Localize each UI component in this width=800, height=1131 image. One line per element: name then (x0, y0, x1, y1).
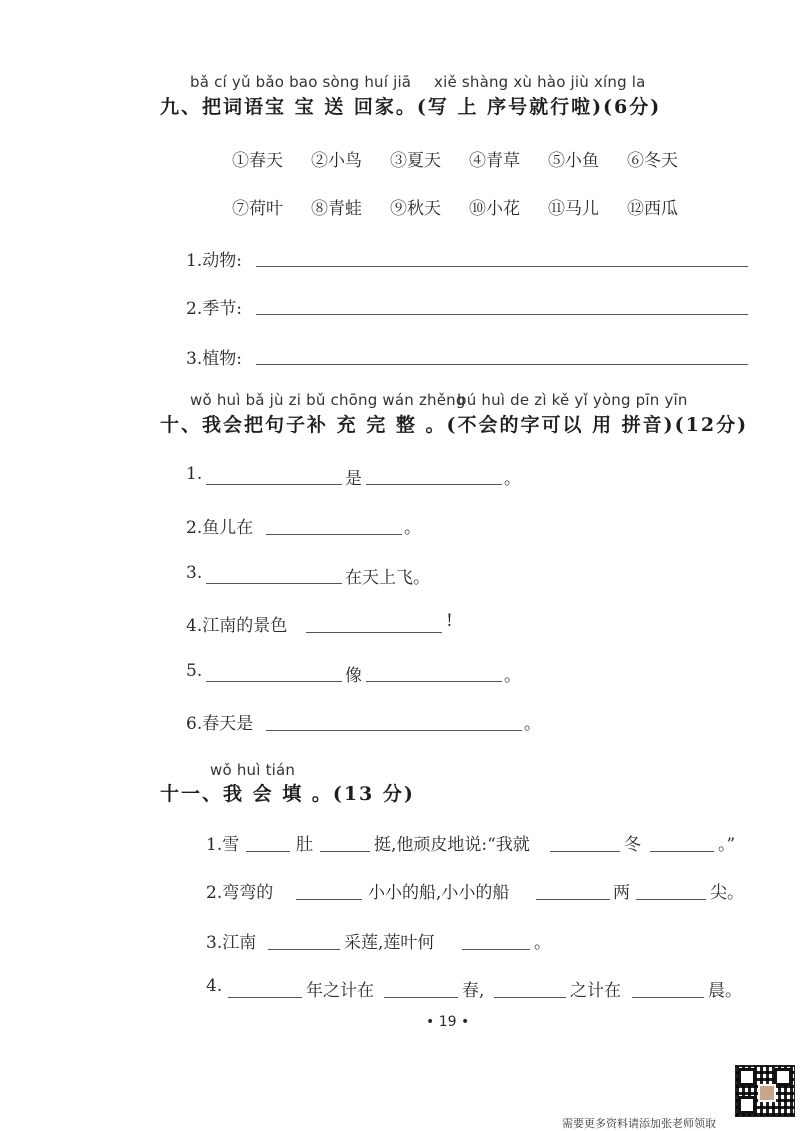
answer-line-seasons[interactable] (256, 314, 748, 315)
choice-item: ④青草 (469, 151, 520, 171)
fill-2-blank-1[interactable] (296, 899, 362, 900)
choice-item: ⑦荷叶 (232, 199, 283, 219)
fill-1-blank-4[interactable] (650, 851, 714, 852)
sentence-4-end: ! (446, 611, 453, 631)
section10-pinyin-a: wǒ huì bǎ jù zi bǔ chōng wán zhěng (190, 391, 466, 409)
answer-line-animals[interactable] (256, 266, 748, 267)
fill-1-blank-2[interactable] (320, 851, 370, 852)
section10-heading: 十、我会把句子补 充 完 整 。(不会的字可以 用 拼音)(12分) (160, 414, 749, 436)
fill-3-blank-2[interactable] (462, 949, 530, 950)
fill-4-blank-1[interactable] (228, 997, 302, 998)
fill-2-c: 两 (613, 883, 630, 903)
fill-1-blank-1[interactable] (246, 851, 290, 852)
sentence-5-blank-b[interactable] (366, 681, 502, 682)
sentence-4-blank[interactable] (306, 632, 442, 633)
sentence-2-end: 。 (404, 518, 421, 538)
sentence-3-num: 3. (186, 563, 203, 583)
sentence-5-num: 5. (186, 661, 203, 681)
sentence-5-mid: 像 (345, 666, 362, 686)
fill-4-blank-4[interactable] (632, 997, 704, 998)
sentence-6-end: 。 (524, 714, 541, 734)
qr-code-icon (735, 1065, 795, 1117)
section9-heading: 九、把词语宝 宝 送 回家。(写 上 序号就行啦)(6分) (160, 96, 662, 118)
fill-4-blank-2[interactable] (384, 997, 458, 998)
answer-line-plants[interactable] (256, 364, 748, 365)
fill-4-c: 春, (462, 981, 485, 1001)
sentence-4-start: 4.江南的景色 (186, 616, 288, 636)
choice-item: ①春天 (232, 151, 283, 171)
answer-label-plants: 3.植物: (186, 349, 242, 369)
fill-2-a: 2.弯弯的 (206, 883, 274, 903)
choice-item: ⑧青蛙 (311, 199, 362, 219)
sentence-5-blank-a[interactable] (206, 681, 342, 682)
fill-1-b: 肚 (296, 835, 313, 855)
page-number: • 19 • (426, 1014, 470, 1030)
sentence-5-end: 。 (504, 666, 521, 686)
sentence-2-start: 2.鱼儿在 (186, 518, 254, 538)
choice-item: ③夏天 (390, 151, 441, 171)
sentence-3-mid: 在天上飞。 (345, 568, 430, 588)
fill-1-c: 挺,他顽皮地说:“我就 (374, 835, 530, 855)
sentence-6-blank[interactable] (266, 730, 522, 731)
choice-item: ⑪马儿 (548, 199, 599, 219)
choice-item: ⑤小鱼 (548, 151, 599, 171)
section9-pinyin-b: xiě shàng xù hào jiù xíng la (434, 73, 646, 91)
section11-pinyin: wǒ huì tián (210, 761, 296, 779)
section9-pinyin-a: bǎ cí yǔ bǎo bao sòng huí jiā (190, 73, 412, 91)
fill-2-blank-3[interactable] (636, 899, 706, 900)
fill-2-d: 尖。 (710, 883, 744, 903)
sentence-1-mid: 是 (345, 469, 362, 489)
fill-1-d: 冬 (624, 835, 641, 855)
choice-item: ⑥冬天 (627, 151, 678, 171)
fill-1-a: 1.雪 (206, 835, 240, 855)
choice-item: ⑩小花 (469, 199, 520, 219)
sentence-1-blank-b[interactable] (366, 484, 502, 485)
choice-item: ⑨秋天 (390, 199, 441, 219)
fill-4-blank-3[interactable] (494, 997, 566, 998)
fill-2-blank-2[interactable] (536, 899, 610, 900)
avatar (758, 1084, 776, 1102)
sentence-3-blank[interactable] (206, 583, 342, 584)
section10-pinyin-b: bú huì de zì kě yǐ yòng pīn yīn (457, 391, 688, 409)
section11-heading: 十一、我 会 填 。(13 分) (160, 783, 415, 805)
fill-4-a: 4. (206, 976, 223, 996)
answer-label-seasons: 2.季节: (186, 299, 242, 319)
fill-4-b: 年之计在 (306, 981, 374, 1001)
fill-1-e: 。” (718, 835, 736, 855)
fill-4-e: 晨。 (708, 981, 742, 1001)
sentence-2-blank[interactable] (266, 534, 402, 535)
footer-note: 需要更多资料请添加张老师领取 (562, 1117, 716, 1130)
fill-3-c: 。 (534, 933, 551, 953)
fill-3-b: 采莲,莲叶何 (344, 933, 435, 953)
sentence-1-blank-a[interactable] (206, 484, 342, 485)
fill-4-d: 之计在 (570, 981, 621, 1001)
sentence-6-start: 6.春天是 (186, 714, 254, 734)
sentence-1-end: 。 (504, 469, 521, 489)
fill-3-a: 3.江南 (206, 933, 257, 953)
choice-item: ②小鸟 (311, 151, 362, 171)
sentence-1-num: 1. (186, 464, 203, 484)
choice-item: ⑫西瓜 (627, 199, 678, 219)
answer-label-animals: 1.动物: (186, 251, 242, 271)
fill-3-blank-1[interactable] (268, 949, 340, 950)
fill-1-blank-3[interactable] (550, 851, 620, 852)
fill-2-b: 小小的船,小小的船 (368, 883, 510, 903)
